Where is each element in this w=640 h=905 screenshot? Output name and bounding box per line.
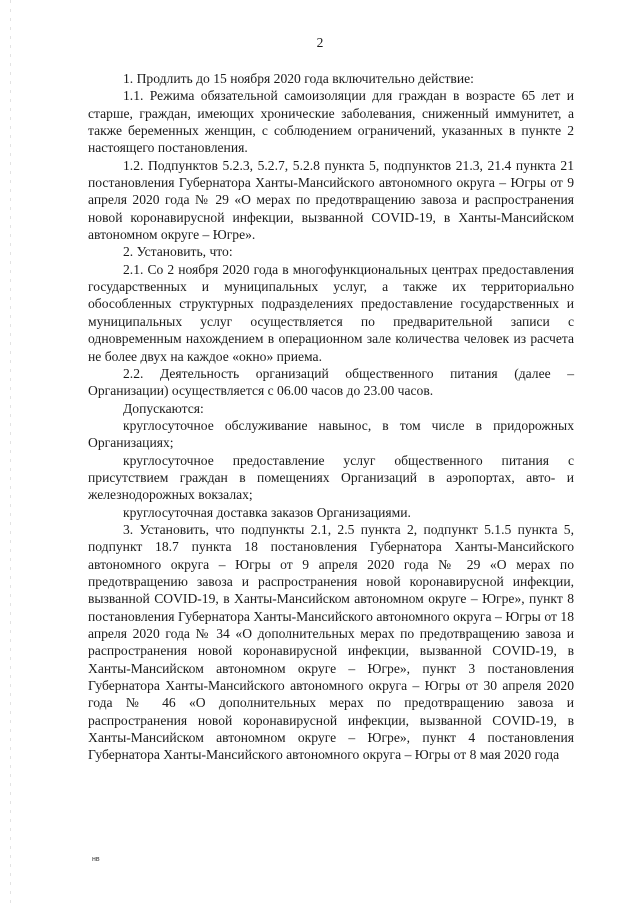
- page-number: 2: [316, 35, 324, 50]
- paragraph-1-1: 1.1. Режима обязательной самоизоляции для граждан в возрасте 65 лет и старше, граждан, имеющих хронические заболевания, сниженный иммунитет, а также беременных женщин, с соблюдением ограничений, указанных в пункте 2 настоящего постановления.: [88, 88, 574, 156]
- document-body: [88, 70, 574, 764]
- paragraph-allowed-item-1: круглосуточное обслуживание навынос, в том числе в придорожных Организациях;: [88, 417, 574, 451]
- paragraph-1-2: 1.2. Подпунктов 5.2.3, 5.2.7, 5.2.8 пункта 5, подпунктов 21.3, 21.4 пункта 21 постановления Губернатора Ханты-Мансийского автономного округа – Югры от 9 апреля 2020 года № 29 «О мерах по предотвращению завоза и распространения новой коронавирусной инфекции, вызванной COVID-19, в Ханты-Мансийском автономном округе – Югре».: [88, 157, 574, 243]
- paragraph-allowed-item-3: круглосуточная доставка заказов Организациями.: [123, 504, 411, 520]
- scan-edge-artifact: [10, 0, 11, 905]
- paragraph-2-1: 2.1. Со 2 ноября 2020 года в многофункциональных центрах предоставления государственных и муниципальных услуг, а также их территориально обособленных структурных подразделениях предоставление государственных и муниципальных услуг осуществляется по предварительной записи с одновременным нахождением в операционном зале количества человек из расчета не более двух на каждое «окно» приема.: [88, 261, 574, 364]
- paragraph-3: 3. Установить, что подпункты 2.1, 2.5 пункта 2, подпункт 5.1.5 пункта 5, подпункт 18.7 пункта 18 постановления Губернатора Ханты-Мансийского автономного округа – Югры от 9 апреля 2020 года № 29 «О мерах по предотвращению завоза и распространения новой коронавирусной инфекции, вызванной COVID-19, в Ханты-Мансийском автономном округе – Югре», пункт 8 постановления Губернатора Ханты-Мансийского автономного округа – Югры от 18 апреля 2020 года № 34 «О дополнительных мерах по предотвращению завоза и распространения новой коронавирусной инфекции, вызванной COVID-19, в Ханты-Мансийском автономном округе – Югре», пункт 3 постановления Губернатора Ханты-Мансийского автономного округа – Югры от 30 апреля 2020 года № 46 «О дополнительных мерах по предотвращению завоза и распространения новой коронавирусной инфекции, вызванной COVID-19, в Ханты-Мансийском автономном округе – Югре», пункт 4 постановления Губернатора Ханты-Мансийского автономного округа – Югры от 8 мая 2020 года: [88, 521, 574, 763]
- paragraph-allowed-heading: Допускаются:: [123, 400, 204, 416]
- footer-mark: нв: [92, 856, 100, 863]
- paragraph-1: 1. Продлить до 15 ноября 2020 года включительно действие:: [123, 71, 474, 86]
- paragraph-2: 2. Установить, что:: [123, 244, 233, 260]
- paragraph-allowed-item-2: круглосуточное предоставление услуг общественного питания с присутствием граждан в помещениях Организаций в аэропортах, авто- и железнодорожных вокзалах;: [88, 452, 574, 503]
- paragraph-2-2: 2.2. Деятельность организаций общественного питания (далее – Организации) осуществляется с 06.00 часов до 23.00 часов.: [88, 365, 574, 399]
